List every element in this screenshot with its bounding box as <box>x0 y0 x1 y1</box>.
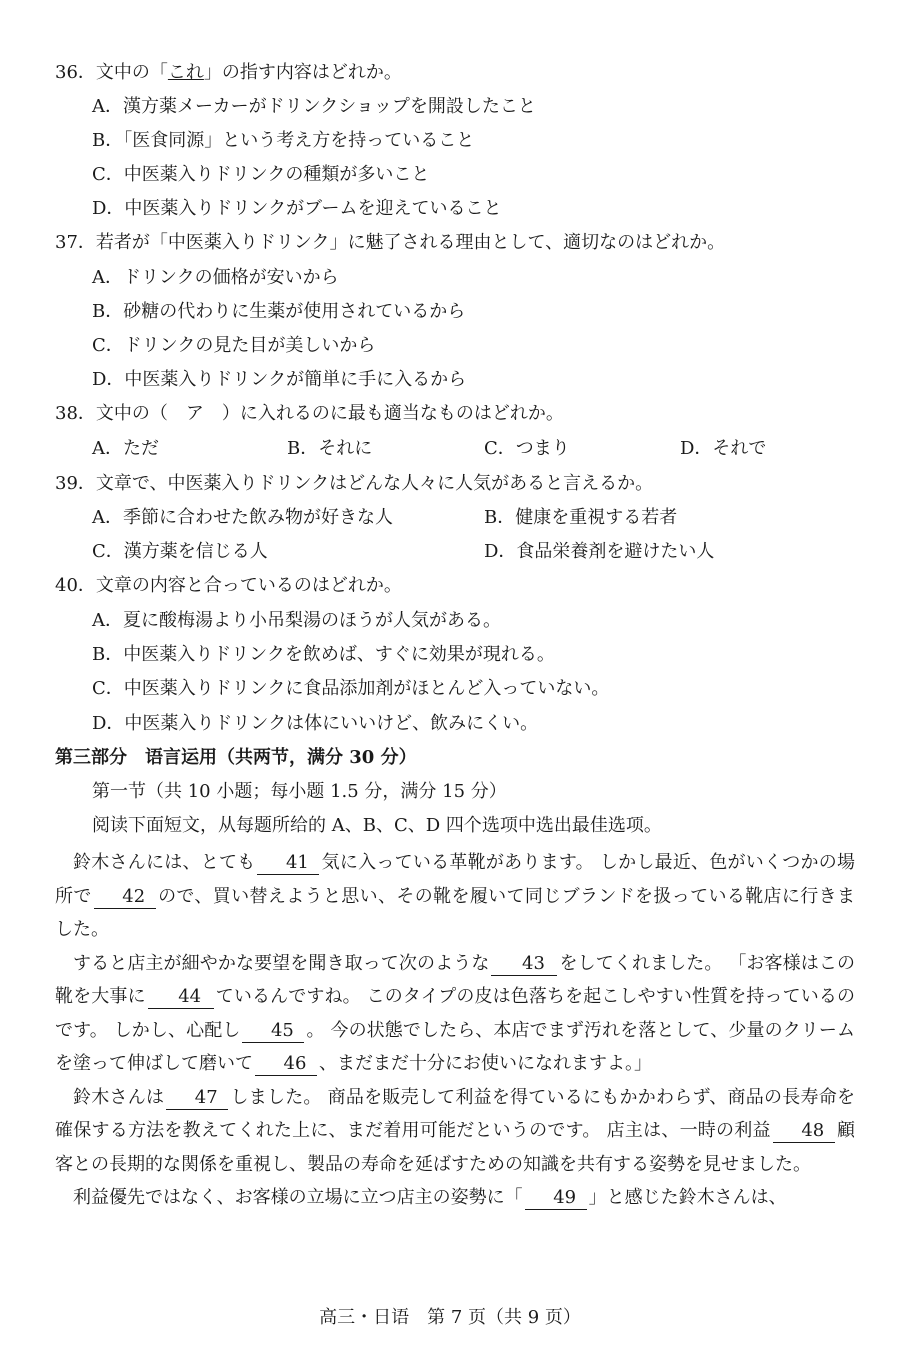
text-run: 。 今の状態でしたら、本店でまず汚れを落として、少量のクリームを塗って伸ばして磨いて <box>55 1019 856 1074</box>
page-footer: 高三・日语 第 7 页（共 9 页） <box>319 1307 581 1328</box>
option-39-b: B．健康を重視する若者 <box>484 507 678 528</box>
question-40: 40．文章の内容と合っているのはどれか。 <box>55 575 402 596</box>
option-37-a: A．ドリンクの価格が安いから <box>92 267 339 288</box>
blank-47: 47 <box>166 1087 228 1110</box>
text-run: 顧客との長期的な関係を重視し、製品の寿命を延ばすための知識を共有する姿勢を見せました。 <box>55 1120 856 1175</box>
option-38-b: B．それに <box>287 438 373 459</box>
text-run: 利益優先ではなく、お客様の立場に立つ店主の姿勢に「 <box>73 1187 523 1208</box>
option-40-a: A．夏に酸梅湯より小吊梨湯のほうが人気がある。 <box>92 610 501 631</box>
text-run: ので、買い替えようと思い、その靴を履いて同じブランドを扱っている靴店に行きました。 <box>55 885 855 940</box>
text-run: 」と感じた鈴木さんは、 <box>588 1187 787 1208</box>
section1-instruction: 阅读下面短文，从每题所给的 A、B、C、D 四个选项中选出最佳选项。 <box>92 815 662 836</box>
option-38-d: D．それで <box>680 438 767 459</box>
blank-45: 45 <box>242 1020 304 1043</box>
part3-title: 第三部分 语言运用（共两节，满分 30 分） <box>55 747 417 768</box>
option-38-a: A．ただ <box>92 438 159 459</box>
blank-43: 43 <box>491 953 557 976</box>
blank-42: 42 <box>94 886 156 909</box>
option-36-b: B．「医食同源」という考え方を持っていること <box>92 130 475 151</box>
option-40-d: D．中医薬入りドリンクは体にいいけど、飲みにくい。 <box>92 713 539 734</box>
option-37-c: C．ドリンクの見た目が美しいから <box>92 335 376 356</box>
passage-paragraph-1 <box>55 846 855 947</box>
text-run: をしてくれました。 「お客様はこの靴を大事に <box>55 952 855 1007</box>
blank-46: 46 <box>255 1053 317 1076</box>
text-run: ているんですね。 このタイプの皮は色落ちを起こしやすい性質を持っているのです。 しかし、心配し <box>55 986 855 1041</box>
passage-paragraph-3 <box>55 1081 855 1182</box>
option-36-d: D．中医薬入りドリンクがブームを迎えていること <box>92 198 502 219</box>
option-39-a: A．季節に合わせた飲み物が好きな人 <box>92 507 393 528</box>
blank-48: 48 <box>773 1120 835 1143</box>
text-run: すると店主が細やかな要望を聞き取って次のような <box>73 952 490 974</box>
passage-paragraph-2 <box>55 947 855 1081</box>
blank-44: 44 <box>148 986 214 1009</box>
text-run: しました。 商品を販売して利益を得ているにもかかわらず、商品の長寿命を確保する方法を教えてくれた上に、まだ着用可能だというのです。 店主は、一時の利益 <box>55 1086 856 1141</box>
section1-title: 第一节（共 10 小题；每小题 1.5 分，满分 15 分） <box>92 781 507 802</box>
option-40-b: B．中医薬入りドリンクを飲めば、すぐに効果が現れる。 <box>92 644 555 665</box>
passage <box>55 846 855 1215</box>
question-39: 39．文章で、中医薬入りドリンクはどんな人々に人気があると言えるか。 <box>55 473 654 494</box>
option-37-b: B．砂糖の代わりに生薬が使用されているから <box>92 301 466 322</box>
question-36 <box>55 60 402 86</box>
question-36-underlined-word: これ <box>167 62 204 83</box>
question-36-suffix: 」の指す内容はどれか。 <box>203 62 402 83</box>
passage-paragraph-4 <box>55 1181 855 1215</box>
text-run: 鈴木さんには、とても <box>73 852 256 873</box>
option-36-c: C．中医薬入りドリンクの種類が多いこと <box>92 164 430 185</box>
blank-41: 41 <box>257 852 319 875</box>
option-38-c: C．つまり <box>484 438 570 459</box>
question-38: 38．文中の（ ア ）に入れるのに最も適当なものはどれか。 <box>55 403 564 424</box>
blank-49: 49 <box>525 1187 587 1210</box>
option-39-d: D．食品栄養剤を避けたい人 <box>484 541 715 562</box>
option-37-d: D．中医薬入りドリンクが簡単に手に入るから <box>92 369 467 390</box>
text-run: 、まだまだ十分にお使いになれますよ。」 <box>319 1053 652 1074</box>
text-run: 鈴木さんは <box>73 1086 165 1108</box>
question-37: 37．若者が「中医薬入りドリンク」に魅了される理由として、適切なのはどれか。 <box>55 232 726 253</box>
text-run: 気に入っている革靴があります。 しかし最近、色がいくつかの場所で <box>55 852 856 907</box>
question-36-prefix: 36．文中の「 <box>55 62 168 83</box>
option-36-a: A．漢方薬メーカーがドリンクショップを開設したこと <box>92 96 536 117</box>
option-40-c: C．中医薬入りドリンクに食品添加剤がほとんど入っていない。 <box>92 678 610 699</box>
option-39-c: C．漢方薬を信じる人 <box>92 541 268 562</box>
